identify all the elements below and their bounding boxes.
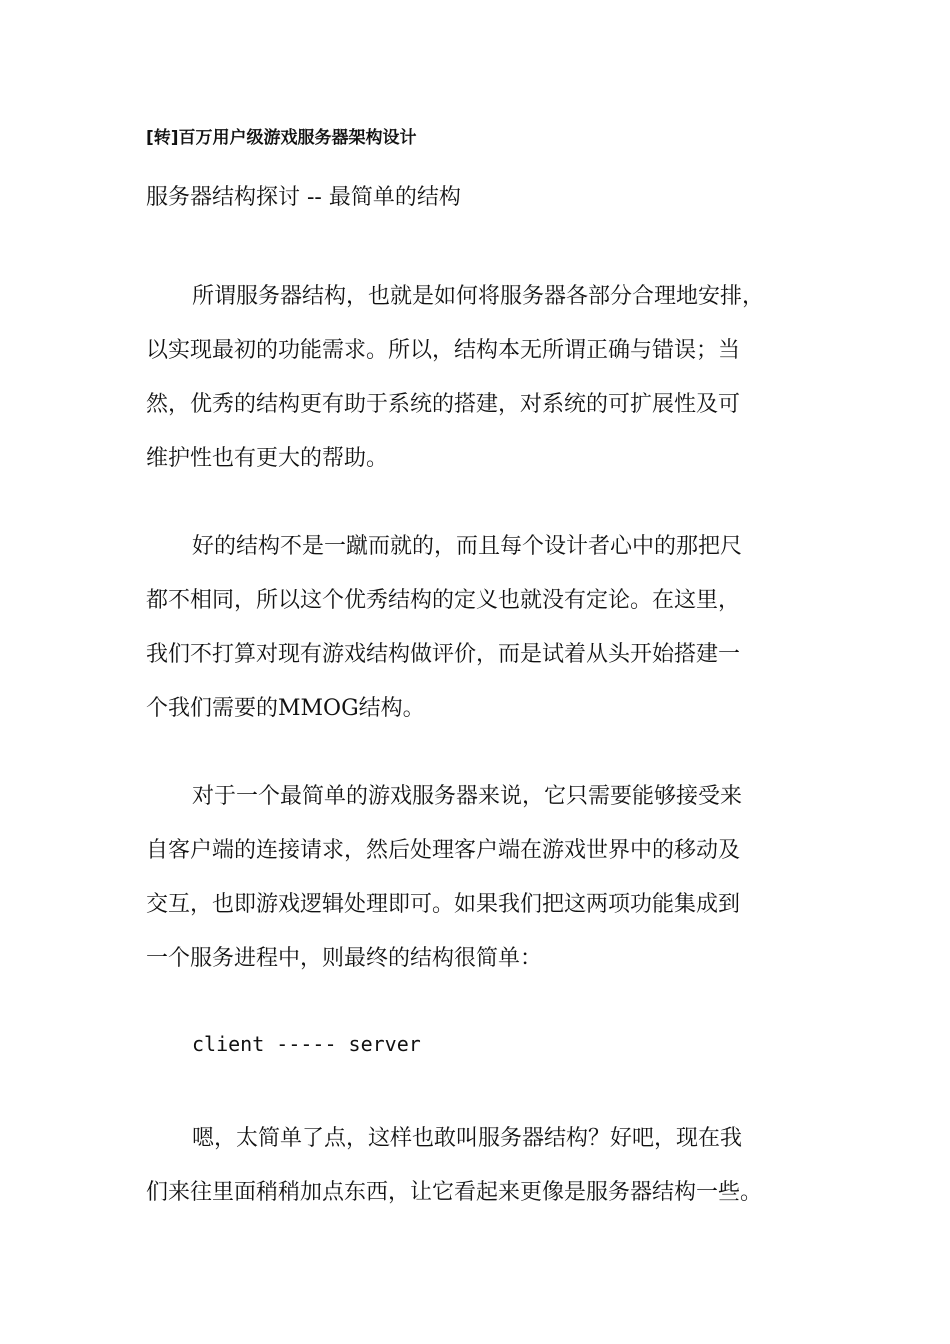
paragraph-line: 所谓服务器结构，也就是如何将服务器各部分合理地安排， <box>192 284 765 309</box>
paragraph-line: 对于一个最简单的游戏服务器来说，它只需要能够接受来 <box>192 784 743 809</box>
paragraph-line: 都不相同，所以这个优秀结构的定义也就没有定论。在这里， <box>146 588 741 613</box>
paragraph-3 <box>146 770 826 986</box>
paragraph-line: 好的结构不是一蹴而就的，而且每个设计者心中的那把尺 <box>192 534 743 559</box>
paragraph-line: 嗯，太简单了点，这样也敢叫服务器结构？好吧，现在我 <box>192 1126 743 1151</box>
paragraph-line: 以实现最初的功能需求。所以，结构本无所谓正确与错误；当 <box>146 338 741 363</box>
paragraph-line: 交互，也即游戏逻辑处理即可。如果我们把这两项功能集成到 <box>146 892 741 917</box>
paragraph-2 <box>146 520 826 736</box>
paragraph-line: 个我们需要的MMOG结构。 <box>146 696 425 721</box>
paragraph-line: 维护性也有更大的帮助。 <box>146 446 389 471</box>
paragraph-line: 我们不打算对现有游戏结构做评价，而是试着从头开始搭建一 <box>146 642 741 667</box>
paragraph-line: 们来往里面稍稍加点东西，让它看起来更像是服务器结构一些。 <box>146 1180 763 1205</box>
section-heading: 服务器结构探讨 -- 最简单的结构 <box>146 185 461 210</box>
paragraph-line: 一个服务进程中，则最终的结构很简单： <box>146 946 543 971</box>
code-snippet: client ----- server <box>192 1032 421 1056</box>
paragraph-line: 然，优秀的结构更有助于系统的搭建，对系统的可扩展性及可 <box>146 392 741 417</box>
paragraph-1 <box>146 270 826 486</box>
paragraph-line: 自客户端的连接请求，然后处理客户端在游戏世界中的移动及 <box>146 838 741 863</box>
document-title: [转]百万用户级游戏服务器架构设计 <box>146 128 417 148</box>
paragraph-4 <box>146 1112 826 1220</box>
